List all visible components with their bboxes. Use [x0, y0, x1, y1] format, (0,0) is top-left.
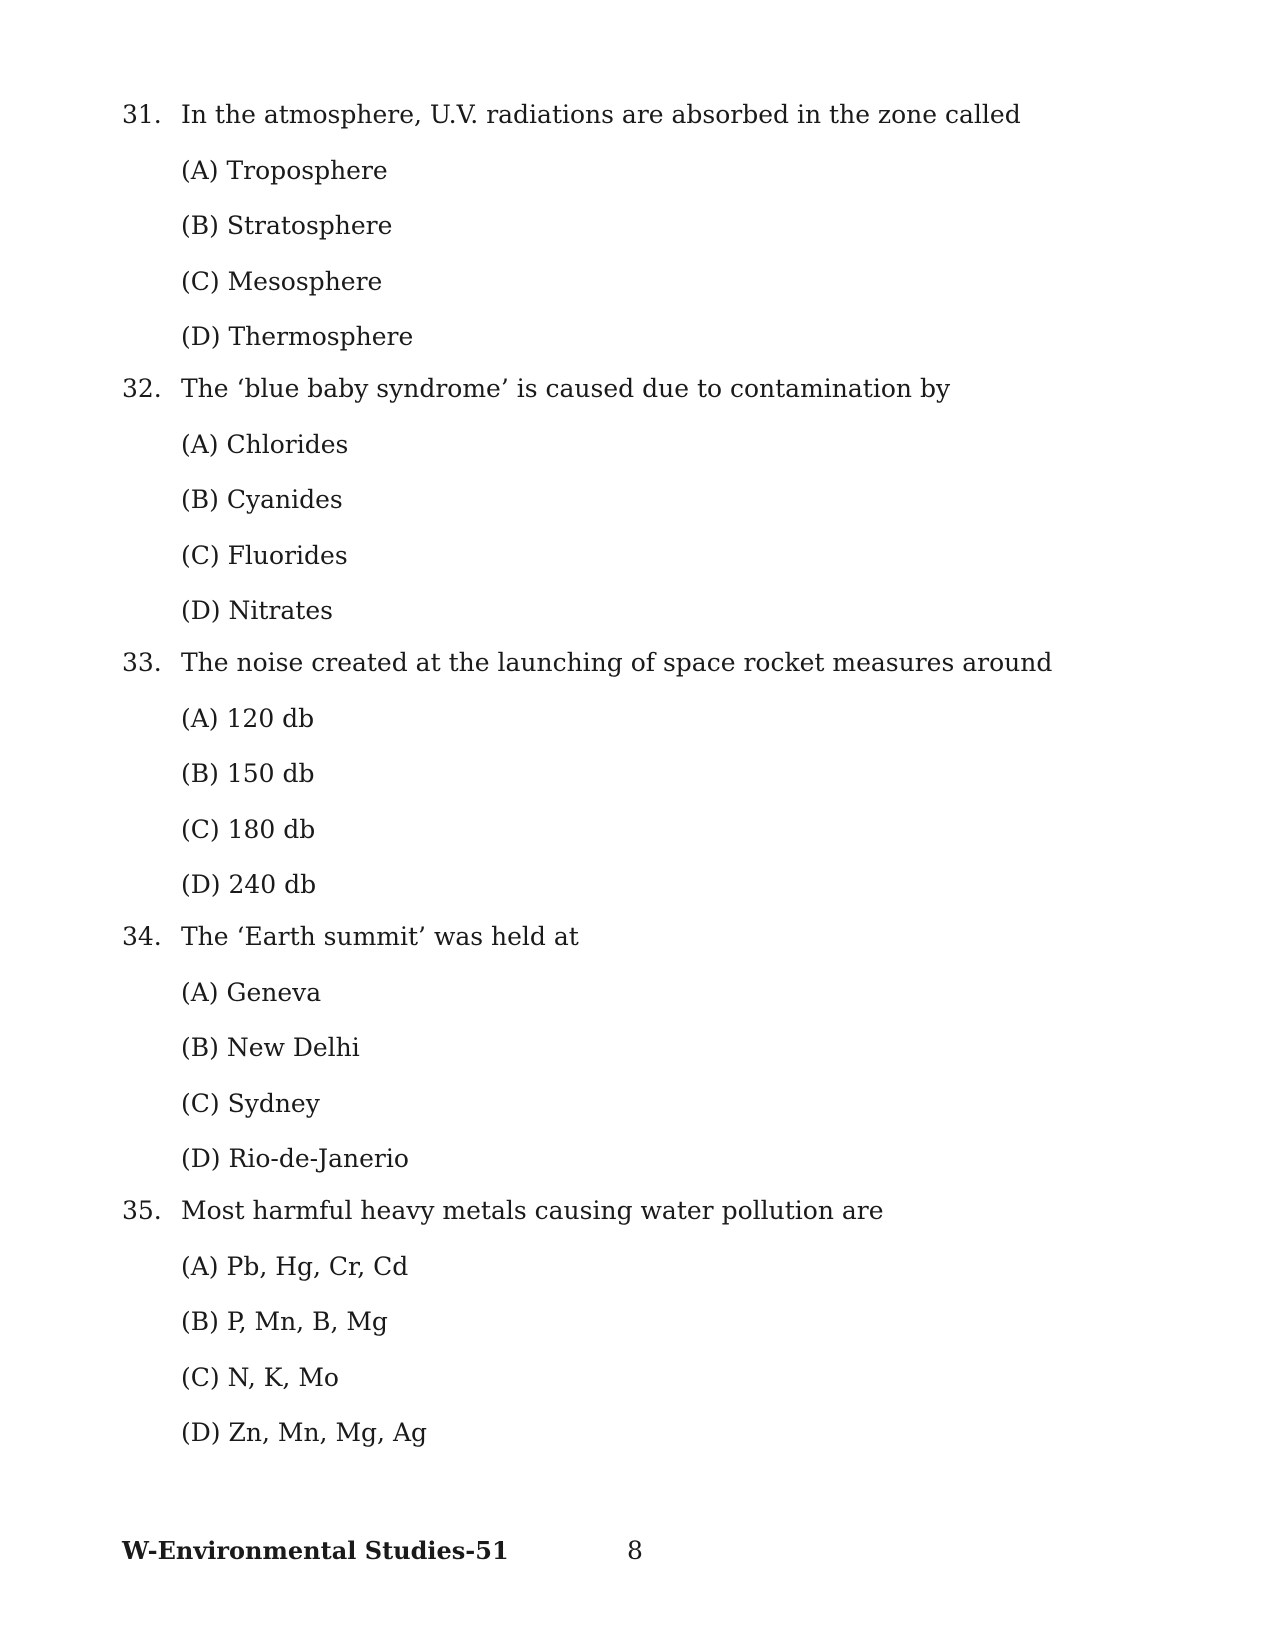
option-d: (D) 240 db [181, 870, 317, 899]
question-text: The noise created at the launching of space rocket measures around [181, 648, 1053, 677]
option-a: (A) Geneva [181, 977, 322, 1007]
option-b: (B) P, Mn, B, Mg [181, 1307, 388, 1336]
question-text: In the atmosphere, U.V. radiations are absorbed in the zone called [181, 100, 1021, 129]
question-31 [0, 95, 1275, 357]
option-b: (B) Stratosphere [181, 211, 393, 240]
question-number: 34. [122, 922, 162, 951]
option-a: (A) Pb, Hg, Cr, Cd [181, 1251, 409, 1281]
question-34 [0, 917, 1275, 1179]
question-35 [0, 1191, 1275, 1453]
question-number: 31. [122, 100, 162, 129]
footer-paper-code: W-Environmental Studies-51 [122, 1536, 509, 1565]
page-number: 8 [627, 1536, 643, 1565]
question-text: Most harmful heavy metals causing water pollution are [181, 1196, 884, 1225]
option-b: (B) Cyanides [181, 485, 343, 514]
option-c: (C) 180 db [181, 814, 316, 844]
option-d: (D) Nitrates [181, 596, 333, 625]
question-text: The ‘Earth summit’ was held at [181, 922, 579, 951]
question-32 [0, 369, 1275, 631]
option-a: (A) Chlorides [181, 429, 349, 459]
option-c: (C) N, K, Mo [181, 1362, 339, 1392]
option-a: (A) 120 db [181, 703, 315, 733]
option-b: (B) 150 db [181, 759, 315, 788]
option-a: (A) Troposphere [181, 155, 388, 185]
question-number: 32. [122, 374, 162, 403]
option-d: (D) Thermosphere [181, 322, 414, 351]
option-c: (C) Mesosphere [181, 266, 383, 296]
option-d: (D) Rio-de-Janerio [181, 1144, 409, 1173]
option-d: (D) Zn, Mn, Mg, Ag [181, 1418, 428, 1447]
question-text: The ‘blue baby syndrome’ is caused due to contamination by [181, 374, 951, 403]
option-b: (B) New Delhi [181, 1033, 360, 1062]
question-number: 35. [122, 1196, 162, 1225]
question-33 [0, 643, 1275, 905]
option-c: (C) Sydney [181, 1088, 320, 1118]
option-c: (C) Fluorides [181, 540, 348, 570]
question-number: 33. [122, 648, 162, 677]
